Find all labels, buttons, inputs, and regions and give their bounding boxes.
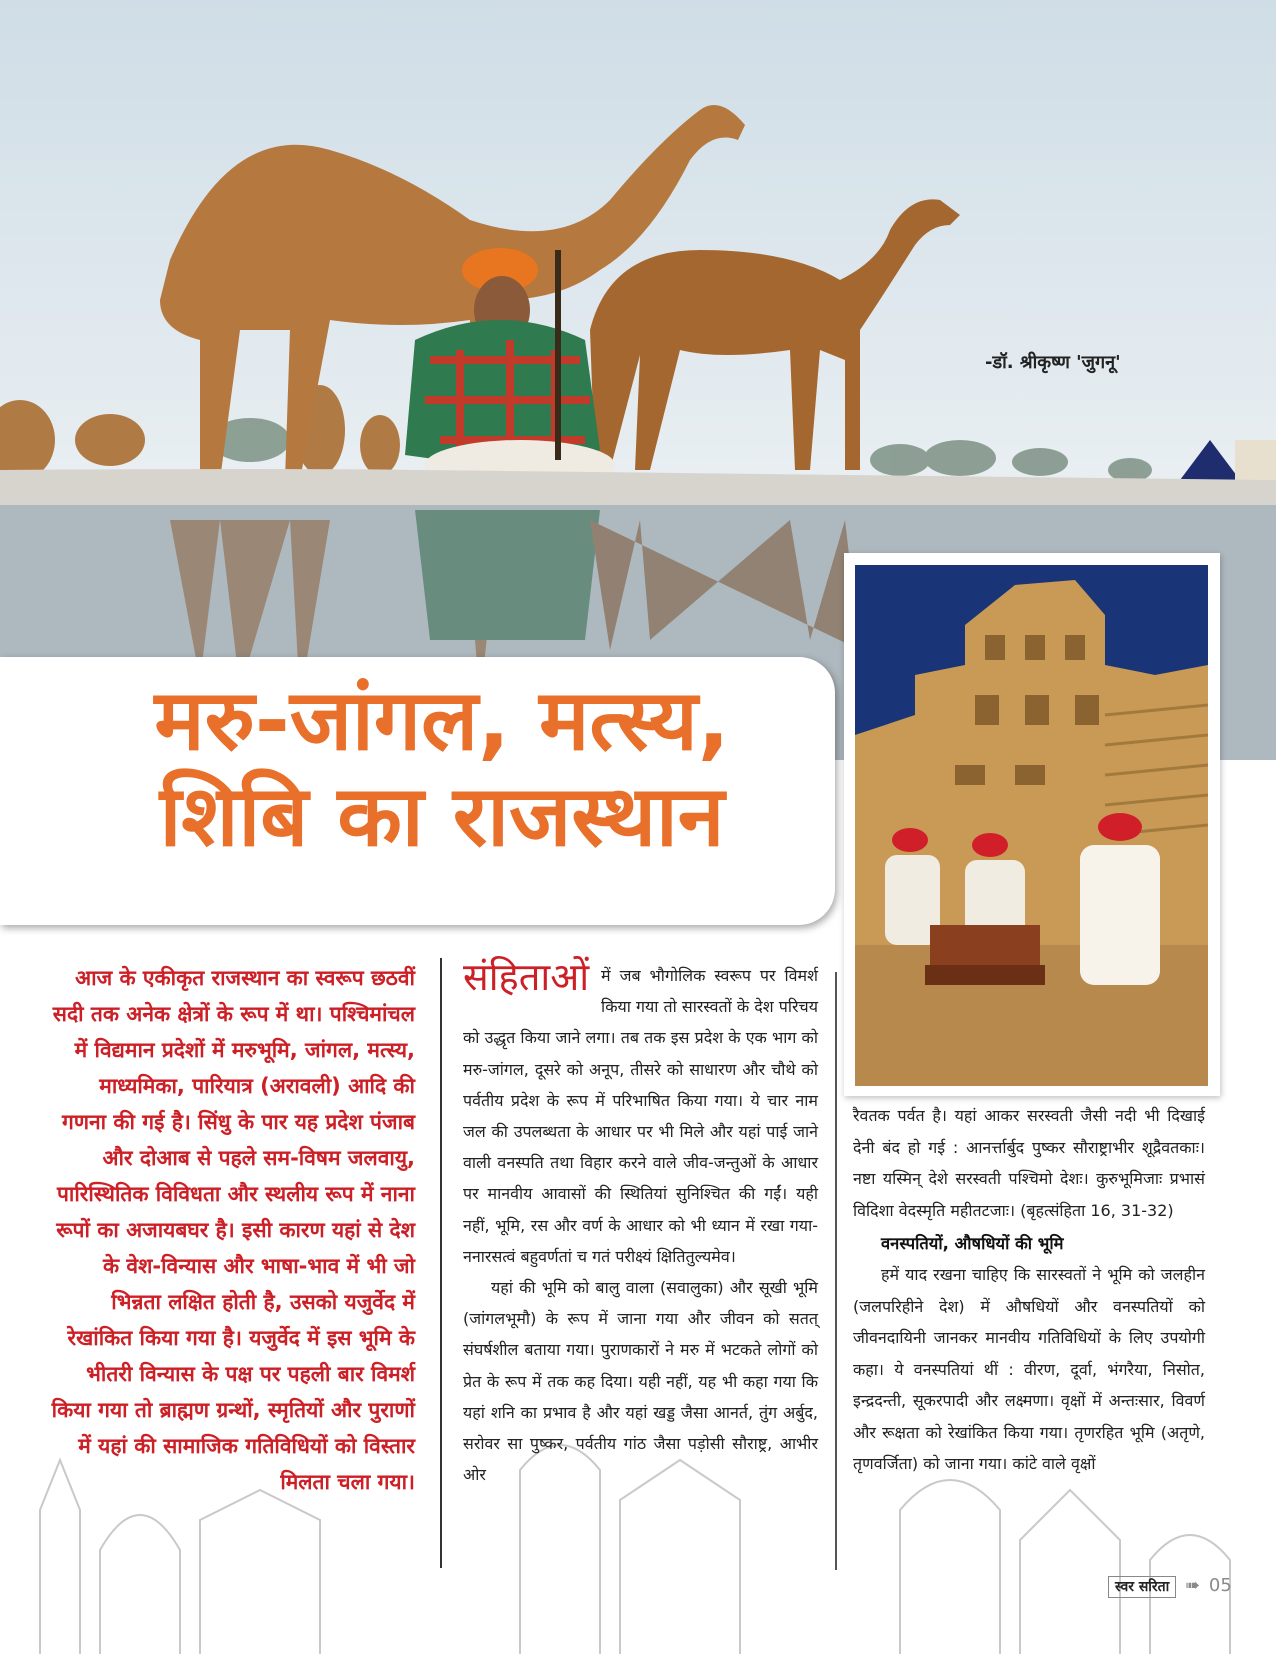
body-paragraph-3: रैवतक पर्वत है। यहां आकर सरस्वती जैसी नदी भी दिखाई देनी बंद हो गई : आनर्त्तार्बुद पुष्कर सौराष्ट्राभीर शूद्रैवतकाः। नष्टा यस्मिन् देशे सरस्वती पश्चिमो देशः। कुरुभूमिजाः प्रभासं विदिशा वेदस्मृति महीतटजाः। (बृहत्संहिता 16, 31-32)	[853, 1106, 1205, 1220]
body-paragraph-4: हमें याद रखना चाहिए कि सारस्वतों ने भूमि को जलहीन (जलपरिहीने देश) में औषधियों और वनस्पतियों को जीवनदायिनी जानकर मानवीय गतिविधियों के लिए उपयोगी कहा। ये वनस्पतियां थीं : वीरण, दूर्वा, भंगरैया, निसोत, इन्द्रदन्ती, सूकरपादी और लक्ष्मणा। वृक्षों में अन्तःसार, विवर्ण और रूक्षता को रेखांकित किया गया। तृणरहित भूमि (अतृणे, तृणवर्जिता) को जाना गया। कांटे वाले वृक्षों	[853, 1265, 1205, 1473]
page-number: 05	[1208, 1575, 1232, 1596]
inset-photo-frame	[844, 553, 1220, 1096]
magazine-name: स्वर सरिता	[1108, 1576, 1176, 1598]
author-byline: -डॉ. श्रीकृष्ण 'जुगनू'	[985, 352, 1121, 373]
musicians-photo	[855, 565, 1208, 1086]
body-paragraph-1: में जब भौगोलिक स्वरूप पर विमर्श किया गया तो सारस्वतों के देश परिचय को उद्धृत किया जाने लगा। तब तक इस प्रदेश के एक भाग को मरु-जांगल, दूसरे को अनूप, तीसरे को साधारण और चौथे को पर्वतीय प्रदेश के रूप में परिभाषित किया गया। ये चार नाम जल की उपलब्धता के आधार पर भी मिले और यहां पाई जाने वाली वनस्पति तथा विहार करने वाले जीव-जन्तुओं के आधार पर मानवीय आवासों की स्थितियां सुनिश्चित की गईं। यही नहीं, भूमि, रस और वर्ण के आधार को भी ध्यान में रखा गया- ननारसत्वं बहुवर्णतां च गतं परीक्ष्यं क्षितितुल्यमेव।	[463, 966, 818, 1266]
page-footer	[1108, 1575, 1232, 1596]
title-line-2: शिबि का राजस्थान	[159, 767, 725, 865]
body-column-3	[853, 1100, 1205, 1480]
body-paragraph-2: यहां की भूमि को बालु वाला (सवालुका) और सूखी भूमि (जांगलभूमौ) के रूप में जाना गया और जीवन को सतत् संघर्षशील बताया गया। पुराणकारों ने मरु में भटकते लोगों को प्रेत के रूप में तक कह दिया। यही नहीं, यह भी कहा गया कि यहां शनि का प्रभाव है और यहां खड्ड जैसा आनर्त, तुंग अर्बुद, सरोवर सा पुष्कर, पर्वतीय गांठ जैसा पड़ोसी सौराष्ट्र, आभीर ओर	[463, 1278, 818, 1485]
section-heading: वनस्पतियों, औषधियों की भूमि	[881, 1234, 1064, 1253]
tent-white	[1235, 440, 1276, 484]
arrow-icon: ➠	[1185, 1575, 1201, 1596]
column-divider-1	[440, 958, 442, 1568]
tent-blue	[1180, 440, 1240, 480]
title-line-1: मरु-जांगल, मत्स्य,	[154, 671, 730, 769]
body-column-2	[463, 955, 818, 1490]
lead-word: संहिताओं	[463, 955, 590, 999]
article-title	[62, 672, 822, 864]
second-camel	[590, 199, 960, 470]
column-divider-2	[835, 972, 837, 1570]
intro-paragraph: आज के एकीकृत राजस्थान का स्वरूप छठवीं सदी तक अनेक क्षेत्रों के रूप में था। पश्चिमांचल में विद्यमान प्रदेशों में मरुभूमि, जांगल, मत्स्य, माध्यमिका, पारियात्र (अरावली) आदि की गणना की गई है। सिंधु के पार यह प्रदेश पंजाब और दोआब से पहले सम-विषम जलवायु, पारिस्थितिक विविधता और स्थलीय रूप में नाना रूपों का अजायबघर है। इसी कारण यहां से देश के वेश-विन्यास और भाषा-भाव में भी जो भिन्नता लक्षित होती है, उसको यजुर्वेद में रेखांकित किया गया है। यजुर्वेद में इस भूमि के भीतरी विन्यास के पक्ष पर पहली बार विमर्श किया गया तो ब्राह्मण ग्रन्थों, स्मृतियों और पुराणों में यहां की सामाजिक गतिविधियों को विस्तार मिलता चला गया।	[51, 966, 415, 1494]
tank-wall	[0, 469, 1276, 505]
